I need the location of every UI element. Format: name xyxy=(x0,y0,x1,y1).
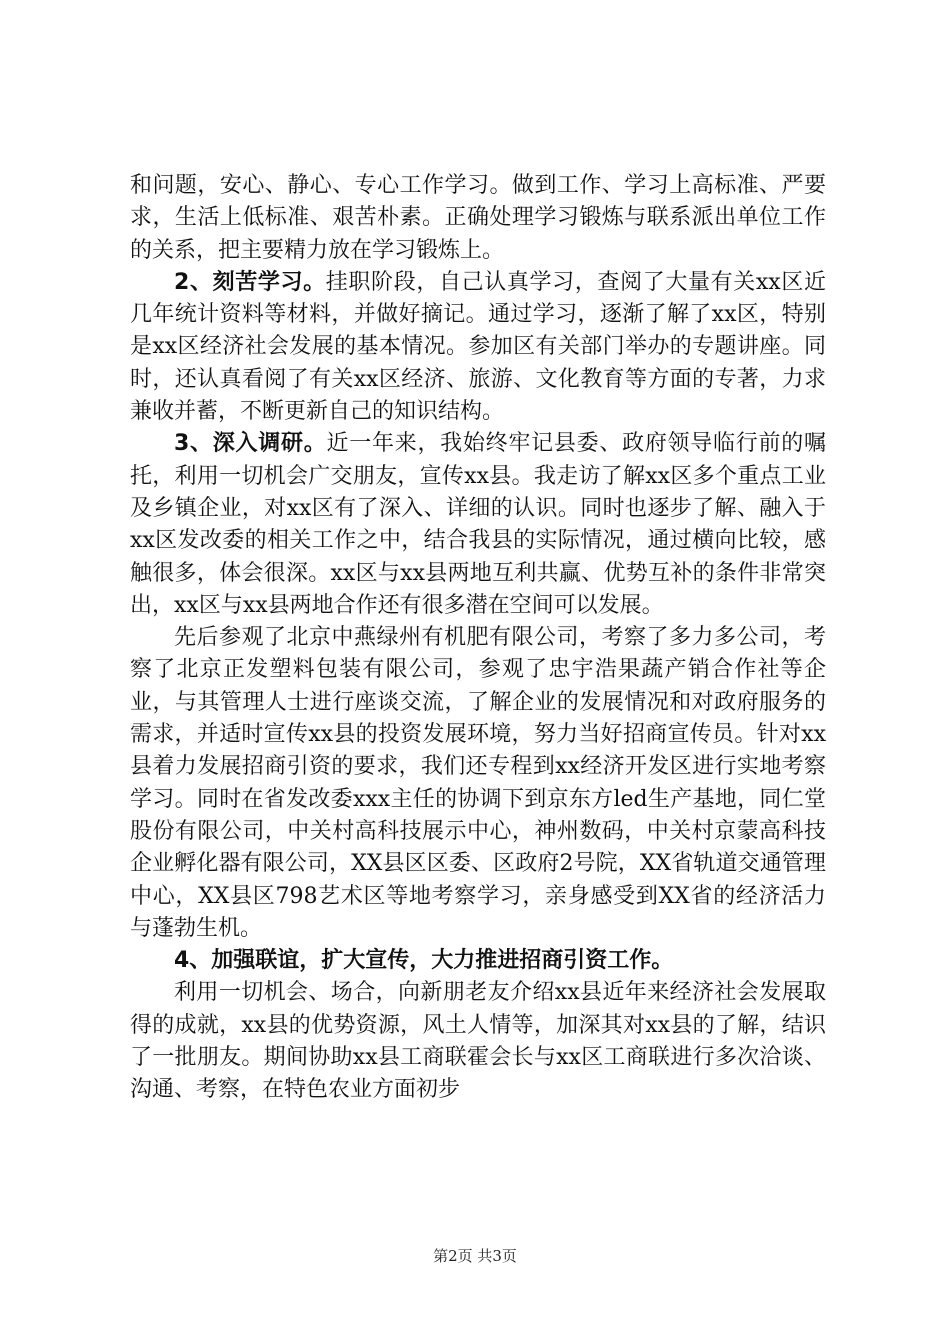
paragraph-4 xyxy=(130,622,826,945)
document-body xyxy=(130,170,826,1107)
page-number-label: 第2页 共3页 xyxy=(433,1247,517,1265)
paragraph-2-text: 挂职阶段，自己认真学习，查阅了大量有关xx区近几年统计资料等材料，并做好摘记。通过学习，逐渐了解了xx区，特别是xx区经济社会发展的基本情况。参加区有关部门举办的专题讲座。同时，还认真看阅了有关xx区经济、旅游、文化教育等方面的专著，力求兼收并蓄，不断更新自己的知识结构。 xyxy=(130,269,826,425)
paragraph-1-text: 和问题，安心、静心、专心工作学习。做到工作、学习上高标准、严要求，生活上低标准、艰苦朴素。正确处理学习锻炼与联系派出单位工作的关系，把主要精力放在学习锻炼上。 xyxy=(130,173,826,263)
paragraph-6-text: 利用一切机会、场合，向新朋老友介绍xx县近年来经济社会发展取得的成就，xx县的优势资源，风土人情等，加深其对xx县的了解，结识了一批朋友。期间协助xx县工商联霍会长与xx区工商联进行多次洽谈、沟通、考察，在特色农业方面初步 xyxy=(130,980,826,1103)
paragraph-3-heading: 3、深入调研。 xyxy=(174,431,327,457)
paragraph-2-heading: 2、刻苦学习。 xyxy=(174,269,326,295)
paragraph-4-text: 先后参观了北京中燕绿州有机肥有限公司，考察了多力多公司，考察了北京正发塑料包装有限公司，参观了忠宇浩果蔬产销合作社等企业，与其管理人士进行座谈交流，了解企业的发展情况和对政府服务的需求，并适时宣传xx县的投资发展环境，努力当好招商宣传员。针对xx县着力发展招商引资的要求，我们还专程到xx经济开发区进行实地考察学习。同时在省发改委xxx主任的协调下到京东方led生产基地，同仁堂股份有限公司，中关村高科技展示中心，神州数码，中关村京蒙高科技企业孵化器有限公司，XX县区区委、区政府2号院，XX省轨道交通管理中心，XX县区798艺术区等地考察学习，亲身感受到XX省的经济活力与蓬勃生机。 xyxy=(130,625,826,941)
paragraph-2 xyxy=(130,267,826,428)
paragraph-3 xyxy=(130,428,826,622)
paragraph-5 xyxy=(130,945,826,977)
paragraph-3-text: 近一年来，我始终牢记县委、政府领导临行前的嘱托，利用一切机会广交朋友，宣传xx县。我走访了解xx区多个重点工业及乡镇企业，对xx区有了深入、详细的认识。同时也逐步了解、融入于xx区发改委的相关工作之中，结合我县的实际情况，通过横向比较，感触很多，体会很深。xx区与xx县两地互利共赢、优势互补的条件非常突出，xx区与xx县两地合作还有很多潜在空间可以发展。 xyxy=(130,431,826,618)
paragraph-5-heading: 4、加强联谊，扩大宣传，大力推进招商引资工作。 xyxy=(174,948,674,974)
paragraph-1 xyxy=(130,170,826,267)
page-footer xyxy=(0,1246,950,1266)
paragraph-6 xyxy=(130,977,826,1106)
